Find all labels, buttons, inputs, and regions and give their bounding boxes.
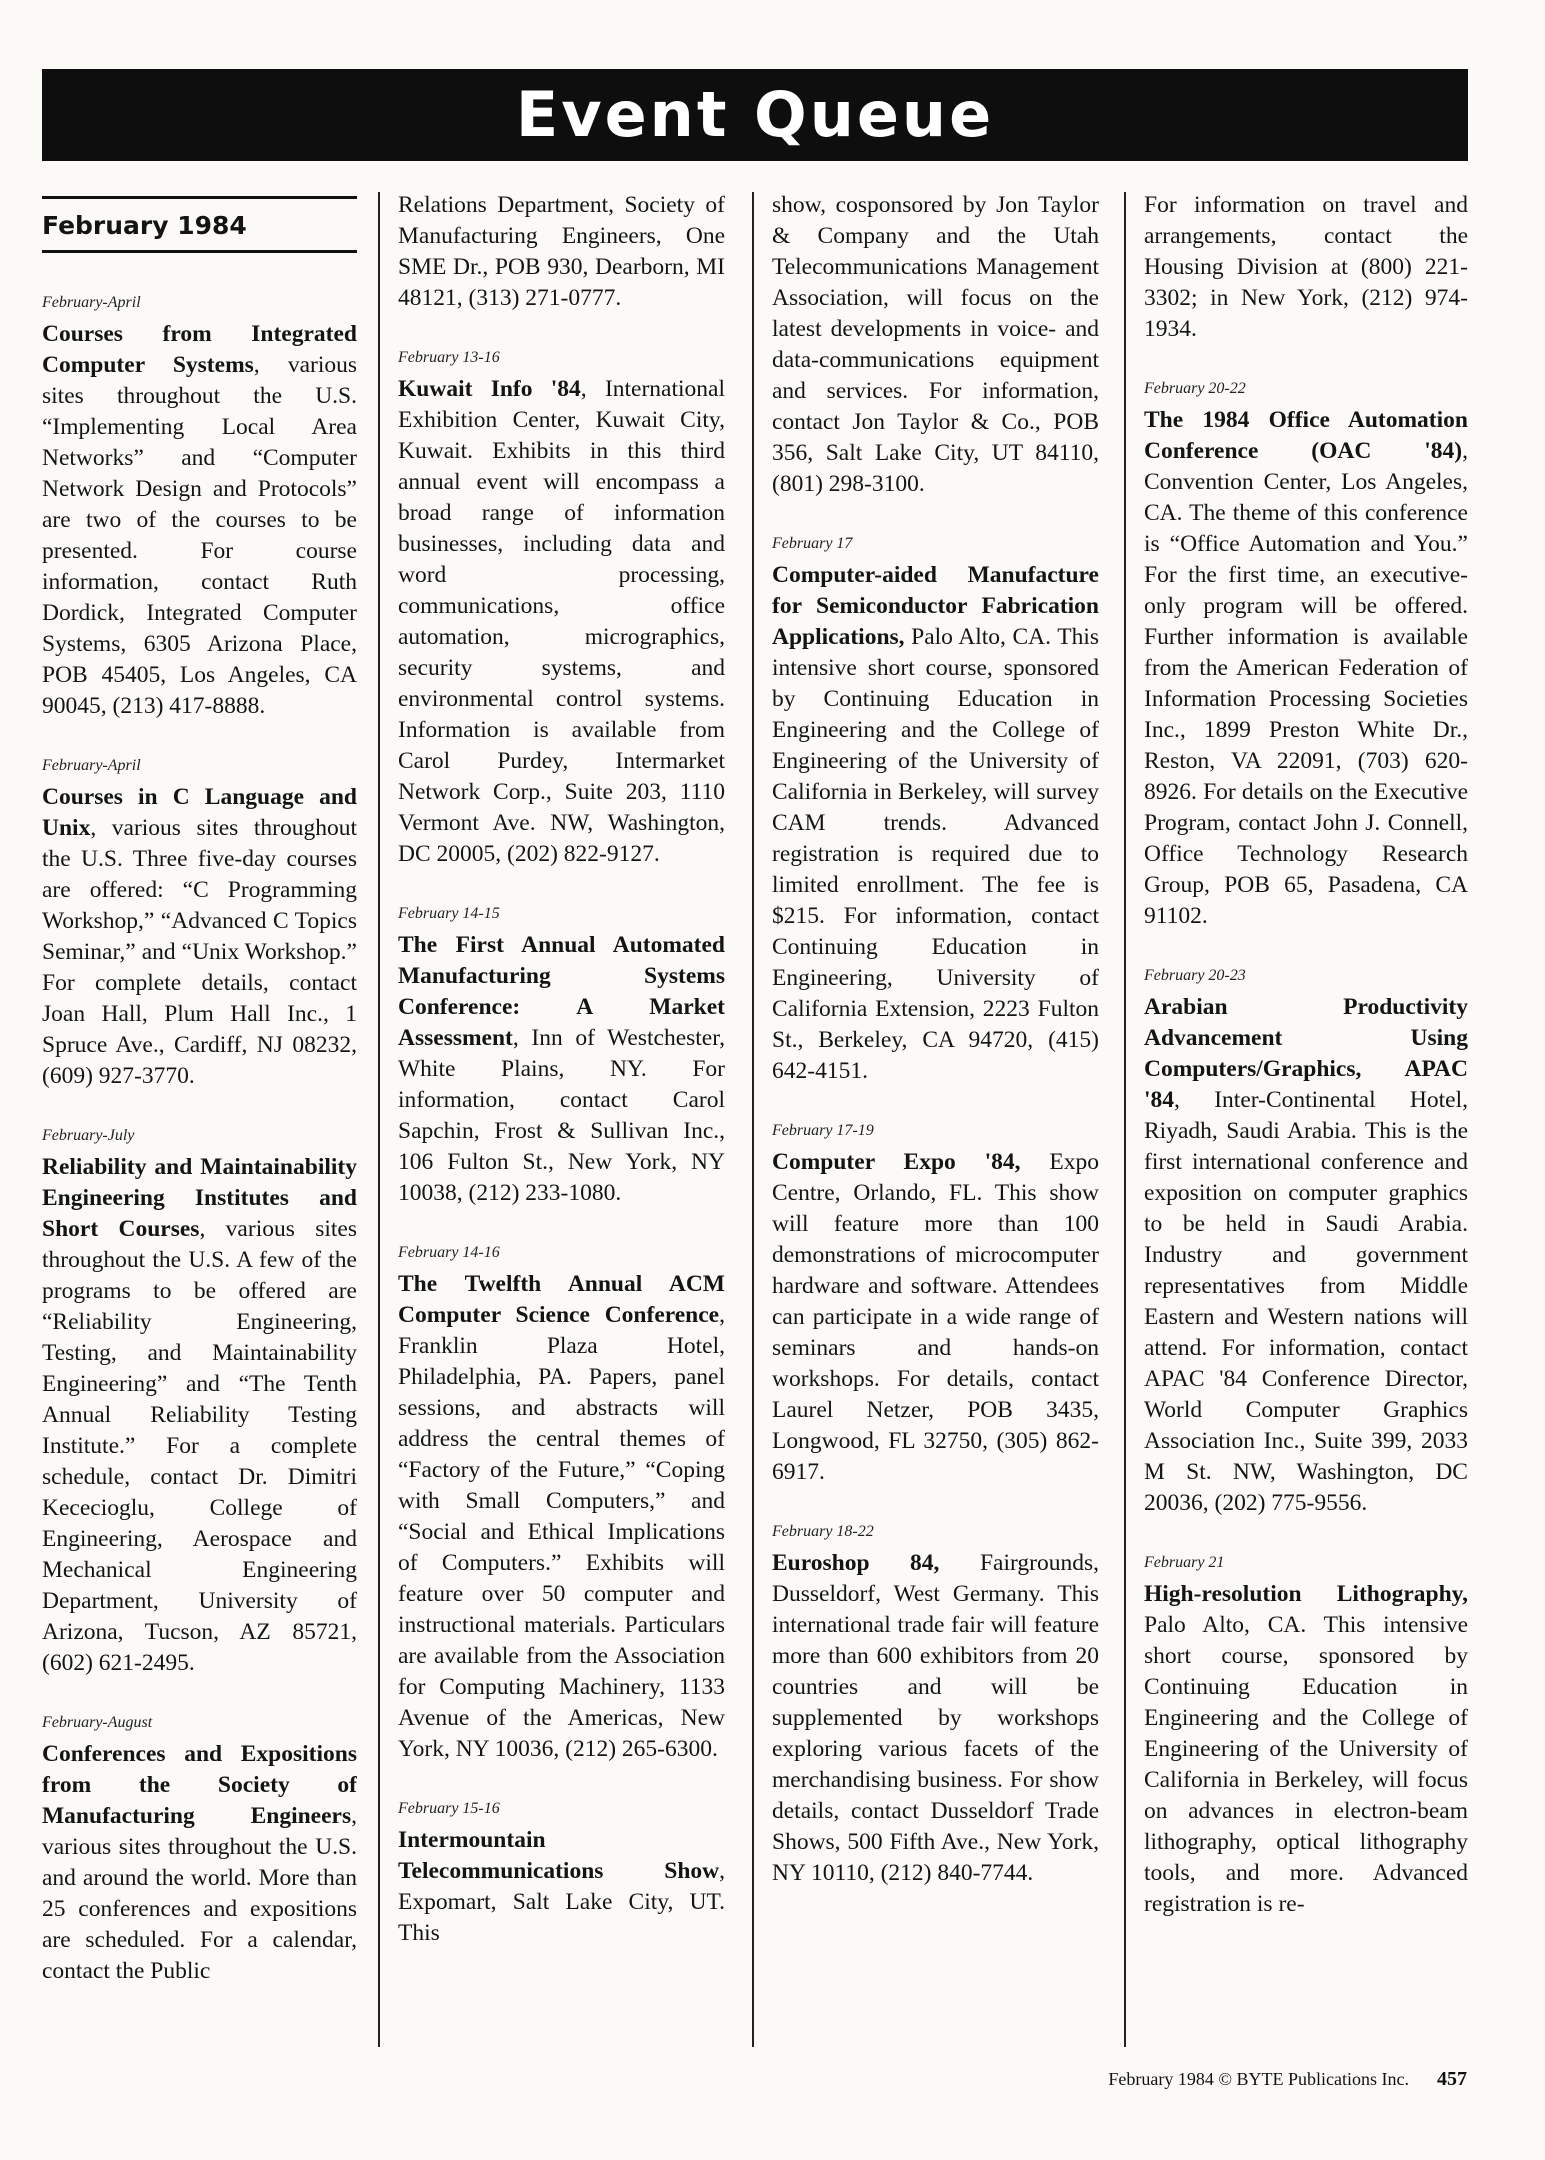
event-body: , Franklin Plaza Hotel, Philadelphia, PA. Papers, panel sessions, and abstracts will address the central themes of “Factory of the Future,” “Coping with Small Computers,” and “Social and Ethical Implications of Computers.” Exhibits will feature over 50 computer and instructional materials. Particulars are available from the Association for Computing Machinery, 1133 Avenue of the Americas, New York, NY 10036, (212) 265-6300. [398,1302,725,1762]
column-rule [378,192,380,2047]
column-1 [42,190,357,2050]
event-date: February 13-16 [398,349,500,366]
event-title: High-resolution Lithography, [1144,1581,1468,1607]
event-continuation [1144,190,1468,345]
event-body: Palo Alto, CA. This intensive short course, sponsored by Continuing Education in Engineering and the College of Engineering of the University of California in Berkeley, will focus on advances in electron-beam lithography, optical lithography tools, and more. Advanced registration is re- [1144,1612,1468,1917]
column-rule [752,192,754,2047]
event-body: For information on travel and arrangements, contact the Housing Division at (800) 221-3302; in New York, (212) 974-1934. [1144,192,1468,342]
event-entry [42,293,357,722]
event-date: February-April [42,757,141,774]
event-entry [772,1522,1099,1889]
event-title: The 1984 Office Automation Conference (OAC '84) [1144,407,1468,464]
column-4 [1144,190,1468,2050]
event-body: Palo Alto, CA. This intensive short course, sponsored by Continuing Education in Engineering and the College of Engineering of the University of California in Berkeley, will survey CAM trends. Advanced registration is required due to limited enrollment. The fee is $215. For information, contact Continuing Education in Engineering, University of California Extension, 2223 Fulton St., Berkeley, CA 94720, (415) 642-4151. [772,624,1099,1084]
event-body: , various sites throughout the U.S. Three five-day courses are offered: “C Programming Workshop,” “Advanced C Topics Seminar,” and “Unix Workshop.” For complete details, contact Joan Hall, Plum Hall Inc., 1 Spruce Ave., Cardiff, NJ 08232, (609) 927-3770. [42,815,357,1089]
event-title: Arabian Productivity Advancement Using Computers/Graphics, APAC '84 [1144,994,1468,1113]
event-title: Computer Expo '84, [772,1149,1021,1175]
event-date: February 21 [1144,1554,1225,1571]
event-date: February 20-23 [1144,967,1246,984]
event-entry [398,1799,725,1949]
event-date: February 17 [772,535,853,552]
event-title: The First Annual Automated Manufacturing Systems Conference: A Market Assessment [398,932,725,1051]
event-queue-banner [42,69,1468,161]
event-body: , various sites throughout the U.S. “Implementing Local Area Networks” and “Computer Network Design and Protocols” are two of the courses to be presented. For course information, contact Ruth Dordick, Integrated Computer Systems, 6305 Arizona Place, POB 45405, Los Angeles, CA 90045, (213) 417-8888. [42,352,357,719]
event-entry [398,1243,725,1765]
event-body: , International Exhibition Center, Kuwait City, Kuwait. Exhibits in this third annual event will encompass a broad range of information businesses, including data and word processing, communications, office automation, micrographics, security systems, and environmental control systems. Information is available from Carol Purdey, Intermarket Network Corp., Suite 203, 1110 Vermont Ave. NW, Washington, DC 20005, (202) 822-9127. [398,376,725,867]
event-body: Fairgrounds, Dusseldorf, West Germany. This international trade fair will feature more than 600 exhibitors from 20 countries and will be supplemented by workshops exploring various facets of the merchandising business. For show details, contact Dusseldorf Trade Shows, 500 Fifth Ave., New York, NY 10110, (212) 840-7744. [772,1550,1099,1886]
event-title: Intermountain Telecommunications Show [398,1827,720,1884]
event-entry [42,1713,357,1987]
event-body: , various sites throughout the U.S. A few of the programs to be offered are “Reliability Engineering, Testing, and Maintainability Engineering” and “The Tenth Annual Reliability Testing Institute.” For a complete schedule, contact Dr. Dimitri Kececioglu, College of Engineering, Aerospace and Mechanical Engineering Department, University of Arizona, Tucson, AZ 85721, (602) 621-2495. [42,1216,357,1676]
event-body: , various sites throughout the U.S. and around the world. More than 25 conferences and expositions are scheduled. For a calendar, contact the Public [42,1803,357,1984]
event-entry [1144,1553,1468,1920]
event-date: February 18-22 [772,1523,874,1540]
event-entry [398,348,725,870]
column-3 [772,190,1099,2050]
event-date: February 14-16 [398,1244,500,1261]
event-date: February-August [42,1714,153,1731]
event-body: , Expomart, Salt Lake City, UT. This [398,1858,725,1946]
event-title: The Twelfth Annual ACM Computer Science Conference [398,1271,725,1328]
event-body: Expo Centre, Orlando, FL. This show will feature more than 100 demonstrations of microcomputer hardware and software. Attendees can participate in a wide range of seminars and hands-on workshops. For details, contact Laurel Netzer, POB 3435, Longwood, FL 32750, (305) 862-6917. [772,1149,1099,1485]
event-title: Euroshop 84, [772,1550,940,1576]
event-title: Kuwait Info '84 [398,376,581,402]
event-title: Conferences and Expositions from the Society of Manufacturing Engineers [42,1741,357,1829]
event-title: Computer-aided Manufacture for Semiconductor Fabrication Applications, [772,562,1099,650]
event-date: February 17-19 [772,1122,874,1139]
event-title: Courses in C Language and Unix [42,784,357,841]
event-continuation [398,190,725,314]
event-body: show, cosponsored by Jon Taylor & Company and the Utah Telecommunications Management Association, will focus on the latest developments in voice- and data-communications equipment and services. For information, contact Jon Taylor & Co., POB 356, Salt Lake City, UT 84110, (801) 298-3100. [772,192,1099,497]
month-heading: February 1984 [42,196,357,253]
event-date: February 20-22 [1144,380,1246,397]
event-entry [1144,966,1468,1519]
event-entry [42,1126,357,1679]
footer-credit: February 1984 © BYTE Publications Inc. [1108,2069,1409,2089]
event-entry [42,756,357,1092]
event-date: February 14-15 [398,905,500,922]
event-entry [398,904,725,1209]
page-footer [1108,2068,1467,2091]
column-rule [1124,192,1126,2047]
event-body: Relations Department, Society of Manufacturing Engineers, One SME Dr., POB 930, Dearborn, MI 48121, (313) 271-0777. [398,192,725,311]
banner-title: Event Queue [515,78,995,151]
event-body: , Inn of Westchester, White Plains, NY. For information, contact Carol Sapchin, Frost & Sullivan Inc., 106 Fulton St., New York, NY 10038, (212) 233-1080. [398,1025,725,1206]
event-body: , Inter-Continental Hotel, Riyadh, Saudi Arabia. This is the first international conference and exposition on computer graphics to be held in Saudi Arabia. Industry and government representatives from Middle Eastern and Western nations will attend. For information, contact APAC '84 Conference Director, World Computer Graphics Association Inc., Suite 399, 2033 M St. NW, Washington, DC 20036, (202) 775-9556. [1144,1087,1468,1516]
event-body: , Convention Center, Los Angeles, CA. The theme of this conference is “Office Automation and You.” For the first time, an executive-only program will be offered. Further information is available from the American Federation of Information Processing Societies Inc., 1899 Preston White Dr., Reston, VA 22091, (703) 620-8926. For details on the Executive Program, contact John J. Connell, Office Technology Research Group, POB 65, Pasadena, CA 91102. [1144,438,1468,929]
event-date: February-July [42,1127,135,1144]
event-entry [772,534,1099,1087]
event-date: February 15-16 [398,1800,500,1817]
event-entry [772,1121,1099,1488]
event-title: Reliability and Maintainability Engineering Institutes and Short Courses [42,1154,357,1242]
event-continuation [772,190,1099,500]
event-title: Courses from Integrated Computer Systems [42,321,357,378]
event-entry [1144,379,1468,932]
column-2 [398,190,725,2050]
event-date: February-April [42,294,141,311]
page-number: 457 [1437,2068,1467,2090]
